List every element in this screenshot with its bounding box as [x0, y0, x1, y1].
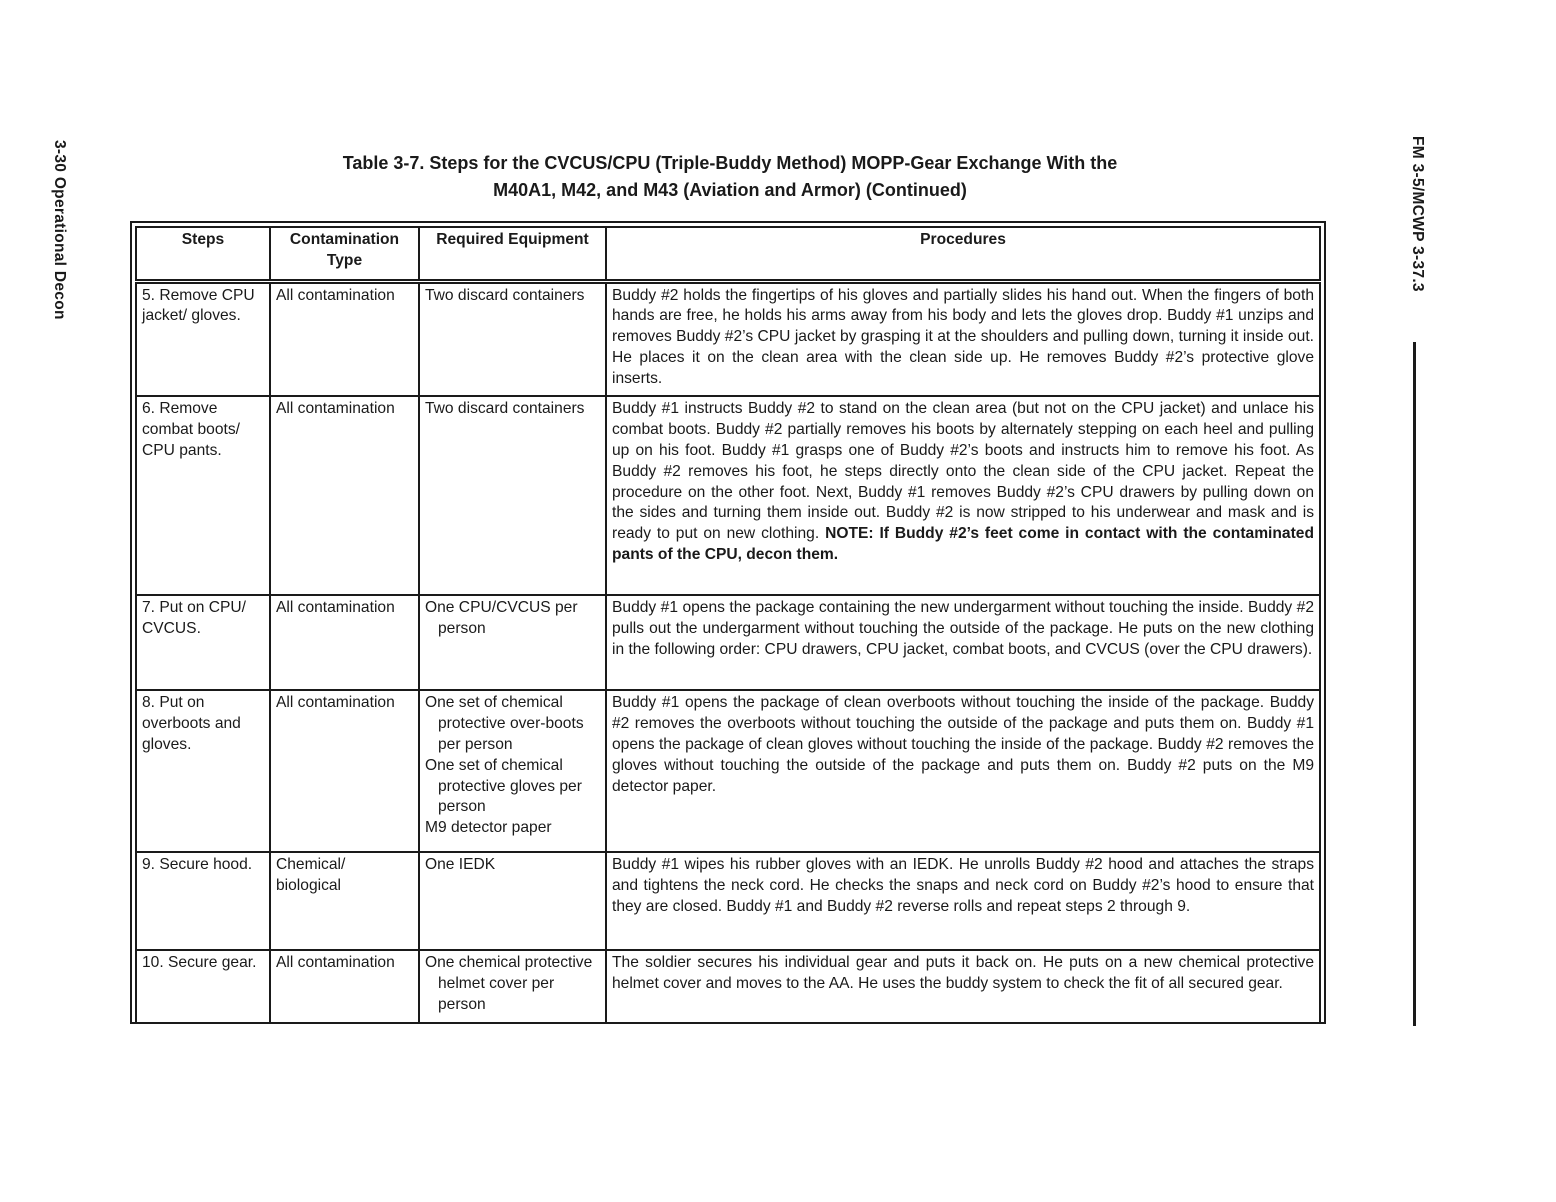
step-cell: 9. Secure hood.	[136, 852, 270, 950]
procedure-cell: Buddy #1 opens the package containing the new undergarment without touching the inside. Buddy #2 pulls out the undergarment without touching the outside of the package. He puts on the new clothing in the following order: CPU drawers, CPU jacket, combat boots, and CVCUS (over the CPU drawers).	[606, 595, 1320, 690]
contamination-cell: Chemical/ biological	[270, 852, 419, 950]
table-title-line1: Table 3-7. Steps for the CVCUS/CPU (Triple-Buddy Method) MOPP-Gear Exchange With the	[342, 153, 1118, 173]
header-steps: Steps	[136, 227, 270, 281]
table-row	[136, 595, 1320, 690]
equipment-item: Two discard containers	[425, 286, 585, 304]
step-cell: 10. Secure gear.	[136, 950, 270, 1022]
equipment-item: M9 detector paper	[425, 819, 552, 837]
contamination-cell: All contamination	[270, 595, 419, 690]
table-row	[136, 852, 1320, 950]
procedure-cell: The soldier secures his individual gear and puts it back on. He puts on a new chemical protective helmet cover and moves to the AA. He uses the buddy system to check the fit of all secured gear.	[606, 950, 1320, 1022]
procedure-text: Buddy #1 instructs Buddy #2 to stand on the clean area (but not on the CPU jacket) and unlace his combat boots. Buddy #2 partially removes his boots by alternately stepping on each heel and pulling up on his foot. Buddy #1 grasps one of Buddy #2’s boots and instructs him to remove his foot. As Buddy #2 removes his foot, he steps directly onto the clean side of the CPU jacket. Repeat the procedure on the other foot. Next, Buddy #1 removes Buddy #2’s CPU drawers by pulling down on the sides and turning them inside out. Buddy #2 is now stripped to his underwear and mask and is ready to put on new clothing.	[612, 400, 1314, 543]
table-row	[136, 950, 1320, 1022]
step-cell: 8. Put on overboots and gloves.	[136, 690, 270, 852]
equipment-item: One IEDK	[425, 856, 496, 874]
procedure-cell	[606, 396, 1320, 595]
change-bar	[1413, 342, 1416, 1026]
step-cell: 6. Remove combat boots/ CPU pants.	[136, 396, 270, 595]
equipment-item: Two discard containers	[425, 400, 585, 418]
equipment-cell	[419, 852, 606, 950]
equipment-cell	[419, 396, 606, 595]
equipment-cell	[419, 950, 606, 1022]
header-equipment: Required Equipment	[419, 227, 606, 281]
procedure-note: NOTE: If Buddy #2’s feet come in contact with the contaminated pants of the CPU, decon them.	[612, 525, 1314, 564]
contamination-cell: All contamination	[270, 950, 419, 1022]
equipment-cell	[419, 595, 606, 690]
equipment-item: One CPU/CVCUS per person	[425, 599, 578, 638]
table-frame	[130, 221, 1326, 1024]
contamination-cell: All contamination	[270, 281, 419, 396]
procedure-cell: Buddy #2 holds the fingertips of his gloves and partially slides his hand out. When the fingers of both hands are free, he holds his arms away from his body and lets the gloves drop. Buddy #1 unzips and removes Buddy #2’s CPU jacket by grasping it at the shoulders and pulling down, turning it inside out. He places it on the clean area with the clean side up. He removes Buddy #2’s protective glove inserts.	[606, 281, 1320, 396]
procedure-cell: Buddy #1 opens the package of clean overboots without touching the inside of the package. Buddy #2 removes the overboots without touching the outside of the package and puts them on. Buddy #1 opens the package of clean gloves without touching the inside of the package. Buddy #2 removes the gloves without touching the outside of the package and puts them on. Buddy #2 puts on the M9 detector paper.	[606, 690, 1320, 852]
equipment-item: One chemical protective helmet cover per person	[425, 954, 593, 1014]
contamination-cell: All contamination	[270, 690, 419, 852]
header-procedures: Procedures	[606, 227, 1320, 281]
procedure-cell: Buddy #1 wipes his rubber gloves with an IEDK. He unrolls Buddy #2 hood and attaches the straps and tightens the neck cord. He checks the snaps and neck cord on Buddy #2’s hood to ensure that they are closed. Buddy #1 and Buddy #2 reverse rolls and repeat steps 2 through 9.	[606, 852, 1320, 950]
equipment-cell	[419, 281, 606, 396]
document-id-header: FM 3-5/MCWP 3-37.3	[1409, 136, 1426, 292]
table-title	[130, 150, 1330, 204]
equipment-item: One set of chemical protective over-boots per person	[425, 694, 584, 754]
table-title-line2: M40A1, M42, and M43 (Aviation and Armor) (Continued)	[493, 180, 967, 200]
contamination-cell: All contamination	[270, 396, 419, 595]
table-row	[136, 690, 1320, 852]
header-contamination: Contamination Type	[270, 227, 419, 281]
equipment-cell	[419, 690, 606, 852]
table-row	[136, 281, 1320, 396]
step-cell: 7. Put on CPU/ CVCUS.	[136, 595, 270, 690]
table-row	[136, 396, 1320, 595]
equipment-item: One set of chemical protective gloves per person	[425, 756, 582, 816]
page-section-header: 3-30 Operational Decon	[51, 140, 68, 320]
procedure-table	[135, 226, 1321, 1024]
step-cell: 5. Remove CPU jacket/ gloves.	[136, 281, 270, 396]
